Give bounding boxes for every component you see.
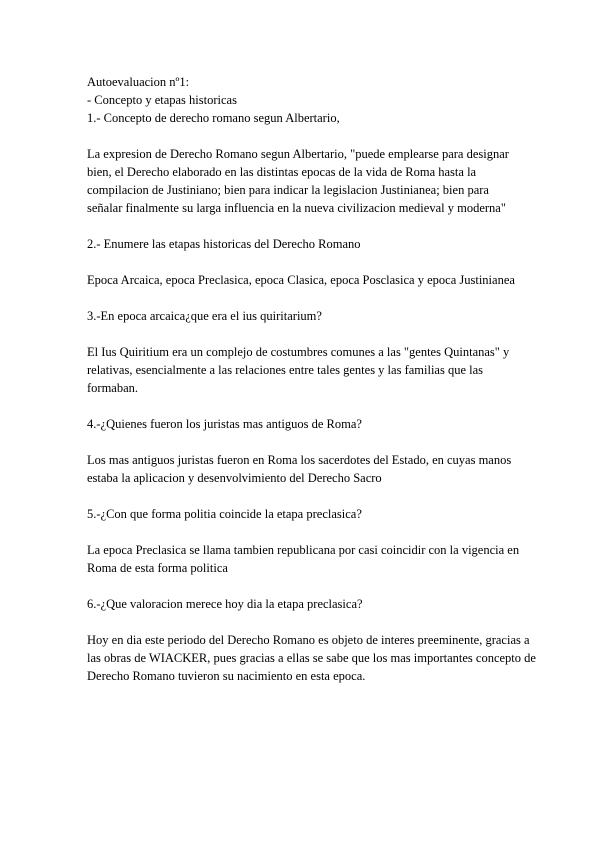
answer-6-line: Hoy en dia este periodo del Derecho Romano es objeto de interes preeminente, gracias a	[87, 633, 530, 647]
answer-4-line: estaba la aplicacion y desenvolvimiento del Derecho Sacro	[87, 471, 382, 485]
question-4: 4.-¿Quienes fueron los juristas mas antiguos de Roma?	[87, 417, 362, 431]
doc-title: Autoevaluacion nº1:	[87, 75, 190, 89]
answer-1-line: compilacion de Justiniano; bien para indicar la legislacion Justinianea; bien para	[87, 183, 489, 197]
answer-5-line: La epoca Preclasica se llama tambien republicana por casi coincidir con la vigencia en	[87, 543, 520, 557]
document-body	[87, 73, 536, 685]
answer-1-line: La expresion de Derecho Romano segun Albertario, "puede emplearse para designar	[87, 147, 509, 161]
answer-3-line: relativas, esencialmente a las relaciones entre tales gentes y las familias que las	[87, 363, 484, 377]
answer-5-line: Roma de esta forma politica	[87, 561, 228, 575]
question-6: 6.-¿Que valoracion merece hoy dia la etapa preclasica?	[87, 597, 363, 611]
doc-subtitle: - Concepto y etapas historicas	[87, 93, 237, 107]
answer-2-line: Epoca Arcaica, epoca Preclasica, epoca Clasica, epoca Posclasica y epoca Justinianea	[87, 273, 515, 287]
answer-1-line: señalar finalmente su larga influencia en la nueva civilizacion medieval y moderna"	[87, 201, 506, 215]
question-3: 3.-En epoca arcaica¿que era el ius quiritarium?	[87, 309, 322, 323]
question-1: 1.- Concepto de derecho romano segun Albertario,	[87, 111, 340, 125]
answer-4-line: Los mas antiguos juristas fueron en Roma los sacerdotes del Estado, en cuyas manos	[87, 453, 512, 467]
answer-6-line: Derecho Romano tuvieron su nacimiento en esta epoca.	[87, 669, 366, 683]
answer-6-line: las obras de WIACKER, pues gracias a ellas se sabe que los mas importantes concepto de	[87, 651, 536, 665]
answer-3-line: formaban.	[87, 381, 139, 395]
question-2: 2.- Enumere las etapas historicas del Derecho Romano	[87, 237, 361, 251]
answer-3-line: El Ius Quiritium era un complejo de costumbres comunes a las "gentes Quintanas" y	[87, 345, 510, 359]
question-5: 5.-¿Con que forma politia coincide la etapa preclasica?	[87, 507, 362, 521]
answer-1-line: bien, el Derecho elaborado en las distintas epocas de la vida de Roma hasta la	[87, 165, 477, 179]
